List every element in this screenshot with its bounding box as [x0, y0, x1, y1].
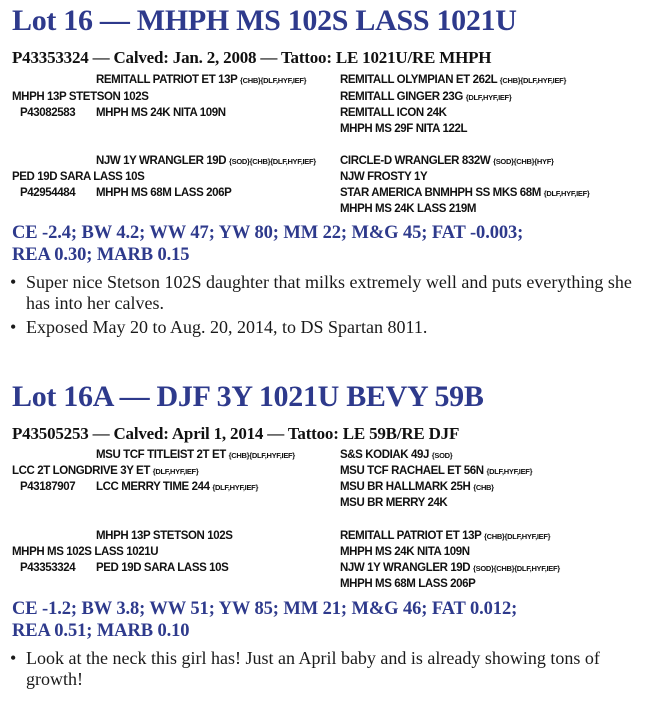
- pedigree-sire-dam-sire: [340, 481, 494, 494]
- pedigree-tags: {SOD}{CHB}{DLF,HYF,IEF}: [473, 564, 560, 573]
- pedigree-name: REMITALL GINGER 23G: [340, 91, 463, 103]
- pedigree-sire-sire-dam: [340, 91, 511, 104]
- pedigree-name: MHPH MS 29F NITA 122L: [340, 123, 468, 135]
- bullet-icon: •: [10, 317, 17, 337]
- pedigree-sire-sire: [96, 449, 295, 462]
- pedigree-name: MHPH MS 24K NITA 109N: [96, 107, 226, 119]
- lot-title: Lot 16 — MHPH MS 102S LASS 1021U: [12, 4, 517, 37]
- pedigree-name: NJW FROSTY 1Y: [340, 171, 428, 183]
- pedigree-dam: [12, 171, 144, 184]
- pedigree-dam-sire-dam: [340, 171, 427, 184]
- pedigree-sire-reg: P43082583: [20, 107, 76, 119]
- lot-notes: [10, 272, 640, 341]
- pedigree-dam-sire: [96, 155, 316, 168]
- pedigree-name: S&S KODIAK 49J: [340, 449, 429, 461]
- lot-notes: [10, 648, 640, 693]
- pedigree-sire-dam-sire: [340, 107, 447, 120]
- pedigree-tags: {CHB}{DLF,HYF,IEF}: [483, 532, 551, 541]
- pedigree-tags: {DLF,HYF,IEF}: [465, 93, 512, 102]
- pedigree-name: REMITALL PATRIOT ET 13P: [96, 74, 238, 86]
- pedigree-dam-sire: [96, 530, 232, 543]
- pedigree-tags: {CHB}: [473, 483, 494, 492]
- pedigree-dam-sire-sire: [340, 530, 550, 543]
- note-item: [10, 648, 640, 690]
- pedigree-name: MHPH MS 102S LASS 1021U: [12, 546, 159, 558]
- pedigree-name: REMITALL OLYMPIAN ET 262L: [340, 74, 497, 86]
- pedigree-dam-sire-dam: [340, 546, 470, 559]
- pedigree-sire: [12, 465, 198, 478]
- pedigree-tags: {CHB}{DLF,HYF,IEF}: [499, 76, 567, 85]
- pedigree-dam: [12, 546, 158, 559]
- pedigree-name: PED 19D SARA LASS 10S: [96, 562, 229, 574]
- epd-values: [12, 222, 642, 266]
- pedigree-sire-sire-sire: [340, 449, 452, 462]
- pedigree-name: REMITALL PATRIOT ET 13P: [340, 530, 482, 542]
- pedigree-sire-sire: [96, 74, 306, 87]
- bullet-icon: •: [10, 648, 17, 668]
- pedigree-tags: {DLF,HYF,IEF}: [212, 483, 259, 492]
- pedigree-dam-reg: P42954484: [20, 187, 76, 199]
- pedigree-dam-dam: [96, 562, 228, 575]
- registration-line: P43505253 — Calved: April 1, 2014 — Tattoo: LE 59B/RE DJF: [12, 424, 460, 443]
- epd-values: [12, 598, 642, 642]
- pedigree-sire-dam: [96, 481, 258, 494]
- pedigree-sire-reg: P43187907: [20, 481, 76, 493]
- pedigree-tags: {CHB}{DLF,HYF,IEF}: [239, 76, 307, 85]
- pedigree-name: MSU TCF TITLEIST 2T ET: [96, 449, 226, 461]
- pedigree-name: NJW 1Y WRANGLER 19D: [96, 155, 227, 167]
- pedigree-name: PED 19D SARA LASS 10S: [12, 171, 145, 183]
- pedigree-name: MSU BR MERRY 24K: [340, 497, 448, 509]
- pedigree-dam-reg: P43353324: [20, 562, 76, 574]
- pedigree-dam-dam-sire: [340, 562, 560, 575]
- note-item: [10, 272, 640, 314]
- note-text: Super nice Stetson 102S daughter that milks extremely well and puts everything she has into her calves.: [26, 272, 632, 313]
- pedigree-name: MHPH MS 24K LASS 219M: [340, 203, 477, 215]
- pedigree-name: MHPH MS 68M LASS 206P: [96, 187, 232, 199]
- pedigree-name: MHPH 13P STETSON 102S: [12, 91, 149, 103]
- pedigree-sire: [12, 91, 148, 104]
- pedigree-name: LCC MERRY TIME 244: [96, 481, 210, 493]
- pedigree-tags: {SOD}{CHB}{DLF,HYF,IEF}: [229, 157, 316, 166]
- note-text: Exposed May 20 to Aug. 20, 2014, to DS Spartan 8011.: [26, 317, 428, 337]
- pedigree-name: MHPH MS 24K NITA 109N: [340, 546, 470, 558]
- pedigree-name: CIRCLE-D WRANGLER 832W: [340, 155, 491, 167]
- bullet-icon: •: [10, 272, 17, 292]
- pedigree-sire-dam: [96, 107, 226, 120]
- pedigree-sire-dam-dam: [340, 123, 467, 136]
- pedigree-dam-dam: [96, 187, 231, 200]
- pedigree-dam-sire-sire: [340, 155, 554, 168]
- pedigree-name: STAR AMERICA BNMHPH SS MKS 68M: [340, 187, 541, 199]
- pedigree-name: MSU TCF RACHAEL ET 56N: [340, 465, 484, 477]
- pedigree-sire-dam-dam: [340, 497, 447, 510]
- pedigree-tags: {DLF,HYF,IEF}: [486, 467, 533, 476]
- pedigree-name: NJW 1Y WRANGLER 19D: [340, 562, 471, 574]
- pedigree-name: MHPH MS 68M LASS 206P: [340, 578, 476, 590]
- note-item: [10, 317, 640, 338]
- pedigree-name: LCC 2T LONGDRIVE 3Y ET: [12, 465, 150, 477]
- lot-title: Lot 16A — DJF 3Y 1021U BEVY 59B: [12, 380, 484, 413]
- pedigree-sire-sire-sire: [340, 74, 566, 87]
- pedigree-name: MHPH 13P STETSON 102S: [96, 530, 233, 542]
- pedigree-dam-dam-dam: [340, 578, 475, 591]
- epd-line: REA 0.30; MARB 0.15: [12, 245, 190, 265]
- pedigree-tags: {DLF,HYF,IEF}: [543, 189, 590, 198]
- epd-line: REA 0.51; MARB 0.10: [12, 621, 190, 641]
- pedigree-name: REMITALL ICON 24K: [340, 107, 447, 119]
- registration-line: P43353324 — Calved: Jan. 2, 2008 — Tattoo: LE 1021U/RE MHPH: [12, 48, 492, 67]
- pedigree-dam-dam-sire: [340, 187, 589, 200]
- epd-line: CE -1.2; BW 3.8; WW 51; YW 85; MM 21; M&G 46; FAT 0.012;: [12, 599, 518, 619]
- pedigree-tags: {SOD}: [431, 451, 453, 460]
- pedigree-name: MSU BR HALLMARK 25H: [340, 481, 471, 493]
- note-text: Look at the neck this girl has! Just an April baby and is already showing tons of growth!: [26, 648, 600, 689]
- pedigree-tags: {SOD}{CHB}{HYF}: [493, 157, 554, 166]
- epd-line: CE -2.4; BW 4.2; WW 47; YW 80; MM 22; M&G 45; FAT -0.003;: [12, 223, 524, 243]
- pedigree-tags: {DLF,HYF,IEF}: [152, 467, 199, 476]
- pedigree-dam-dam-dam: [340, 203, 476, 216]
- pedigree-sire-sire-dam: [340, 465, 532, 478]
- pedigree-tags: {CHB}{DLF,HYF,IEF}: [228, 451, 295, 460]
